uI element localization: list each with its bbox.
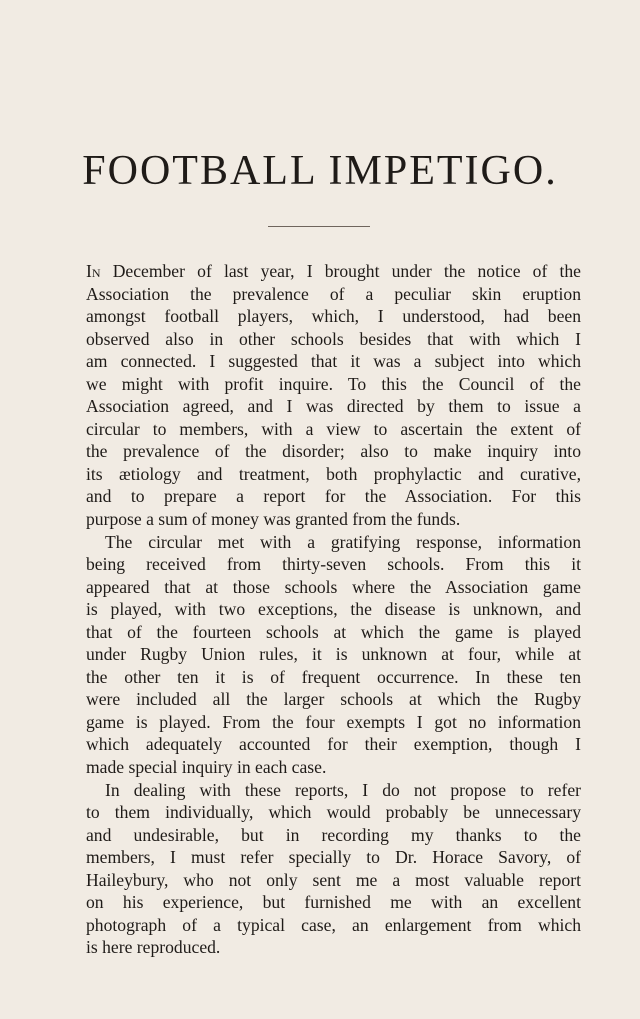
text-line: observed also in other schools besides that with which I <box>86 328 581 349</box>
text-line: purpose a sum of money was granted from the funds. <box>86 509 461 530</box>
text-line: The circular met with a gratifying response, information <box>105 531 581 552</box>
paragraph-3 <box>86 779 581 959</box>
text-line: the other ten it is of frequent occurrence. In these ten <box>86 666 581 687</box>
text-line: on his experience, but furnished me with an excellent <box>86 892 581 913</box>
paragraph-2 <box>86 531 581 779</box>
text-line: that of the fourteen schools at which the game is played <box>86 621 581 642</box>
text-line: circular to members, with a view to ascertain the extent of <box>86 418 581 439</box>
lead-word: In <box>86 261 101 281</box>
text-line: In dealing with these reports, I do not propose to refer <box>105 779 581 800</box>
body-text <box>86 260 581 959</box>
text-line: and undesirable, but in recording my thanks to the <box>86 824 581 845</box>
text-line: is played, with two exceptions, the disease is unknown, and <box>86 599 581 620</box>
text-line: In December of last year, I brought under the notice of the <box>86 261 581 281</box>
text-line: amongst football players, which, I understood, had been <box>86 306 581 327</box>
page-title: FOOTBALL IMPETIGO. <box>82 148 558 194</box>
paragraph-1 <box>86 260 581 531</box>
text-line: and to prepare a report for the Association. For this <box>86 486 581 507</box>
text-line: made special inquiry in each case. <box>86 757 327 778</box>
title-rule <box>268 226 370 227</box>
text-line: game is played. From the four exempts I got no information <box>86 711 581 732</box>
text-line: we might with profit inquire. To this the Council of the <box>86 373 581 394</box>
text-line: appeared that at those schools where the Association game <box>86 576 581 597</box>
text-line: being received from thirty-seven schools. From this it <box>86 554 581 575</box>
text-line: under Rugby Union rules, it is unknown at four, while at <box>86 644 581 665</box>
text-line: photograph of a typical case, an enlargement from which <box>86 914 581 935</box>
text-line: Association the prevalence of a peculiar skin eruption <box>86 283 581 304</box>
text-line: which adequately accounted for their exemption, though I <box>86 734 581 755</box>
text-line: members, I must refer specially to Dr. Horace Savory, of <box>86 847 581 868</box>
text-line: were included all the larger schools at which the Rugby <box>86 689 581 710</box>
text-line: Haileybury, who not only sent me a most valuable report <box>86 869 581 890</box>
text-line: its ætiology and treatment, both prophylactic and curative, <box>86 463 581 484</box>
text-line: Association agreed, and I was directed by them to issue a <box>86 396 581 417</box>
text-line: the prevalence of the disorder; also to make inquiry into <box>86 441 581 462</box>
text-line: is here reproduced. <box>86 937 221 958</box>
text-line: to them individually, which would probably be unnecessary <box>86 802 581 823</box>
text-line: am connected. I suggested that it was a subject into which <box>86 351 581 372</box>
